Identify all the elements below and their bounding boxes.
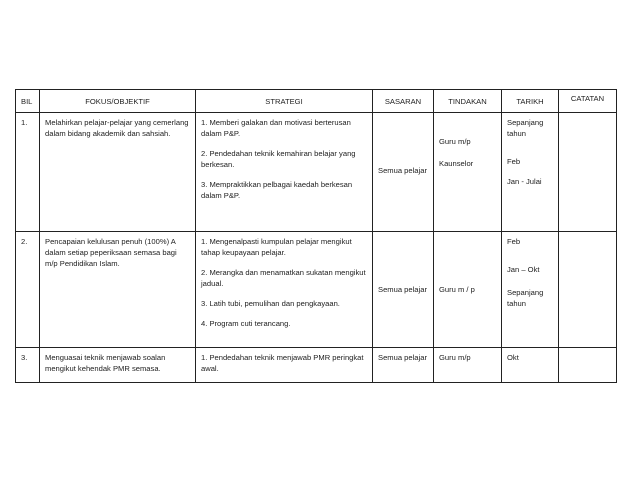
cell-tarikh [502, 232, 559, 348]
tarikh-item: Sepanjang tahun [507, 118, 544, 138]
cell-fokus: Melahirkan pelajar-pelajar yang cemerlang dalam bidang akademik dan sahsiah. [40, 113, 196, 232]
table-row [16, 113, 617, 232]
tarikh-item: Feb [507, 157, 521, 166]
tindakan-item: Kaunselor [439, 159, 474, 168]
cell-tindakan: Guru m/p [434, 348, 502, 383]
strategi-item: 4. Program cuti terancang. [201, 319, 291, 328]
cell-sasaran: Semua pelajar [373, 348, 434, 383]
cell-tindakan [434, 232, 502, 348]
cell-fokus: Menguasai teknik menjawab soalan mengikut kehendak PMR semasa. [40, 348, 196, 383]
tarikh-item: Sepanjang tahun [507, 288, 544, 308]
strategi-item: 2. Pendedahan teknik kemahiran belajar yang berkesan. [201, 149, 356, 169]
cell-catatan [559, 232, 617, 348]
strategi-item: 3. Mempraktikkan pelbagai kaedah berkesan dalam P&P. [201, 180, 353, 200]
header-tindakan: TINDAKAN [434, 90, 502, 113]
header-strategi: STRATEGI [196, 90, 373, 113]
cell-strategi [196, 113, 373, 232]
table-row [16, 348, 617, 383]
cell-strategi [196, 348, 373, 383]
cell-strategi [196, 232, 373, 348]
header-tarikh: TARIKH [502, 90, 559, 113]
tarikh-item: Jan - Julai [507, 177, 542, 186]
header-row [16, 90, 617, 113]
cell-bil: 1. [16, 113, 40, 232]
cell-bil: 2. [16, 232, 40, 348]
cell-catatan [559, 113, 617, 232]
sasaran-text: Semua pelajar [378, 166, 427, 175]
table-row [16, 232, 617, 348]
cell-tindakan [434, 113, 502, 232]
header-sasaran: SASARAN [373, 90, 434, 113]
tarikh-item: Feb [507, 237, 521, 246]
cell-sasaran [373, 113, 434, 232]
cell-tarikh [502, 113, 559, 232]
strategi-item: 1. Mengenalpasti kumpulan pelajar mengikut tahap keupayaan pelajar. [201, 237, 352, 257]
cell-sasaran [373, 232, 434, 348]
tindakan-item: Guru m/p [439, 137, 471, 146]
cell-fokus: Pencapaian kelulusan penuh (100%) A dalam setiap peperiksaan semasa bagi m/p Pendidikan Islam. [40, 232, 196, 348]
cell-catatan [559, 348, 617, 383]
action-plan-table [15, 89, 617, 383]
header-bil: BIL [16, 90, 40, 113]
header-fokus: FOKUS/OBJEKTIF [40, 90, 196, 113]
cell-tarikh: Okt [502, 348, 559, 383]
strategi-item: 1. Pendedahan teknik menjawab PMR peringkat awal. [201, 353, 364, 373]
header-catatan: CATATAN [559, 90, 617, 113]
cell-bil: 3. [16, 348, 40, 383]
tindakan-text: Guru m / p [439, 285, 475, 294]
strategi-item: 3. Latih tubi, pemulihan dan pengkayaan. [201, 299, 340, 308]
strategi-item: 1. Memberi galakan dan motivasi berterusan dalam P&P. [201, 118, 351, 138]
sasaran-text: Semua pelajar [378, 285, 427, 294]
tarikh-item: Jan – Okt [507, 265, 540, 274]
strategi-item: 2. Merangka dan menamatkan sukatan mengikut jadual. [201, 268, 366, 288]
